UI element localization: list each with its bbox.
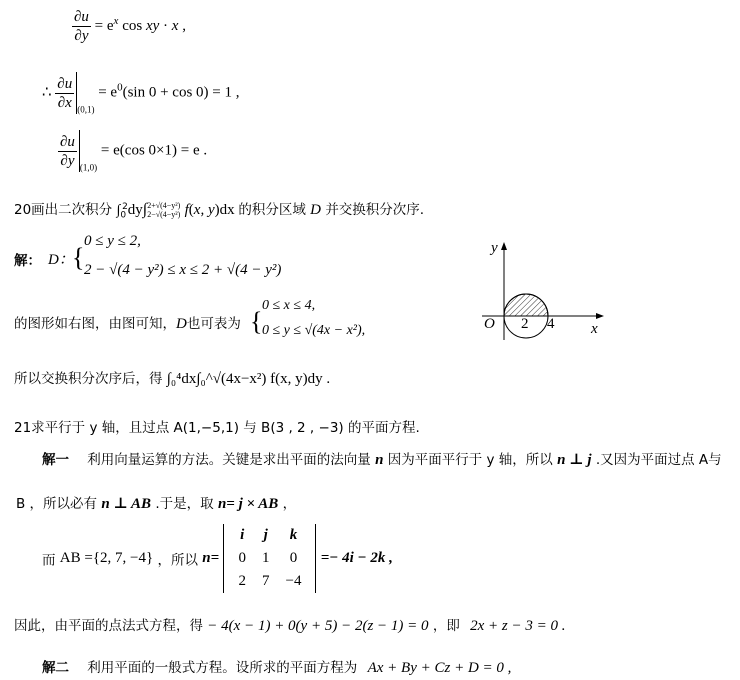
alt-condition-x: 0 ≤ x ≤ 4, [262, 298, 316, 313]
det-prefix: 而 [42, 552, 56, 569]
solution1-text3: .又因为平面过点 A与 [595, 452, 722, 468]
solution1-text2: 因为平面平行于 y 轴，所以 [387, 452, 553, 468]
determinant-matrix [223, 524, 316, 593]
fraction-du-dy-2: $\frac{\partial u}{\partial y}$ [60, 133, 75, 169]
solution1-line1 [42, 448, 722, 469]
alt-condition-y: 0 ≤ y ≤ √(4x − x²), [262, 323, 366, 338]
solution2-line [42, 656, 511, 677]
solution2-label: 解二 [42, 660, 69, 676]
det-cell: 0 [289, 550, 298, 566]
formula-du-dx-at-01: ∴ $\frac{\partial u}{\partial x}$ $_{(0,1)} = e^0(\sin$ 0 + cos 0) = 1 , [42, 72, 240, 114]
solution1-determinant-line [42, 524, 393, 593]
det-cell: 2 [238, 573, 246, 589]
conclusion-mid: ，即 [432, 618, 460, 634]
solution1-conclusion [14, 614, 566, 635]
condition-y-range: 0 ≤ y ≤ 2, [84, 233, 141, 249]
graph-tick-2: 2 [521, 316, 529, 332]
question-21: 21求平行于 y 轴，且过点 A(1,−5,1) 与 B(3 , 2 , −3) 的平面方程. [14, 420, 420, 436]
paragraph-swap-order [14, 367, 330, 388]
solution1-label: 解一 [42, 452, 69, 468]
point-normal-equation: − 4(x − 1) + 0(y + 5) − 2(z − 1) = 0 [207, 618, 429, 634]
fraction-du-dx: $\frac{\partial u}{\partial x}$ [57, 75, 73, 111]
para1-D: D [176, 316, 187, 332]
conclusion-prefix: 因此，由平面的点法式方程，得 [14, 618, 203, 634]
solution2-text: 利用平面的一般式方程。设所求的平面方程为 [87, 660, 358, 676]
graph-tick-4: 4 [547, 316, 555, 332]
para2-prefix: 所以交换积分次序后，得 [14, 371, 163, 387]
q20-prefix: 20画出二次积分 [14, 202, 113, 218]
region-upper-half [504, 294, 548, 316]
general-plane-equation: Ax + By + Cz + D = 0 , [367, 660, 512, 676]
det-cell: 1 [261, 550, 270, 566]
n-perp-AB: n ⊥ AB [101, 496, 152, 512]
graph-origin-label: O [484, 316, 495, 332]
solution-label: 解： [14, 253, 41, 269]
det-cell: 7 [261, 573, 270, 589]
det-mid: ，所以 [157, 552, 198, 569]
region-D-label: D： [48, 252, 74, 268]
line2-c: ， [282, 496, 297, 512]
line2-a: B ，所以必有 [16, 496, 98, 512]
condition-x-range: 2 − √(4 − y²) ≤ x ≤ 2 + √(4 − y²) [84, 262, 282, 278]
q20-suffix: 的积分区域 [238, 202, 306, 218]
question-20: 20画出二次积分 $\int_0^2dy\int$ 2+√(4−y²) 2−√(4−y²) f(x, y)dx 的积分区域 D 并交换积分次序. [14, 201, 425, 221]
brace-system-1: { [72, 243, 85, 272]
q20-region-D: D [310, 202, 322, 218]
graph-y-label: y [491, 240, 498, 256]
brace-system-2: { [250, 307, 263, 336]
det-cell: i [240, 527, 245, 543]
det-cell: −4 [285, 573, 302, 589]
para1-mid: 也可表为 [186, 316, 241, 332]
formula-du-dy: $\frac{\partial u}{\partial y}$ = $e^x$ cos xy · x , [74, 9, 186, 44]
final-plane-equation: 2x + z − 3 = 0 . [470, 618, 566, 634]
det-lhs: n= [202, 550, 220, 566]
vector-AB: AB ={2, 7, −4} [59, 550, 154, 566]
solution1-line2 [16, 492, 296, 513]
det-cell: k [289, 527, 298, 543]
fraction-du-dy: $\frac{\partial u}{\partial y}$ [74, 9, 89, 44]
paragraph-region-alt [14, 312, 241, 333]
det-rhs: =− 4i − 2k , [320, 550, 393, 566]
det-cell: 0 [238, 550, 246, 566]
para1-prefix: 的图形如右图，由图可知， [14, 316, 176, 332]
graph-x-label: x [591, 321, 598, 337]
n-equals-cross: n= j × AB [217, 496, 279, 512]
solution1-text1: 利用向量运算的方法。关键是求出平面的法向量 [87, 452, 371, 468]
normal-vector-n: n [375, 452, 384, 468]
swapped-integral: ∫₀⁴dx∫₀^√(4x−x²) f(x, y)dy . [166, 371, 331, 387]
det-cell: j [263, 527, 268, 543]
q20-suffix2: 并交换积分次序. [325, 202, 425, 218]
formula-du-dy-at-10: $\frac{\partial u}{\partial y}$ $_{(1,0)}$ = e(cos 0×1) = e . [58, 130, 207, 172]
n-perp-j: n ⊥ j [557, 452, 592, 468]
line2-b: .于是，取 [155, 496, 214, 512]
